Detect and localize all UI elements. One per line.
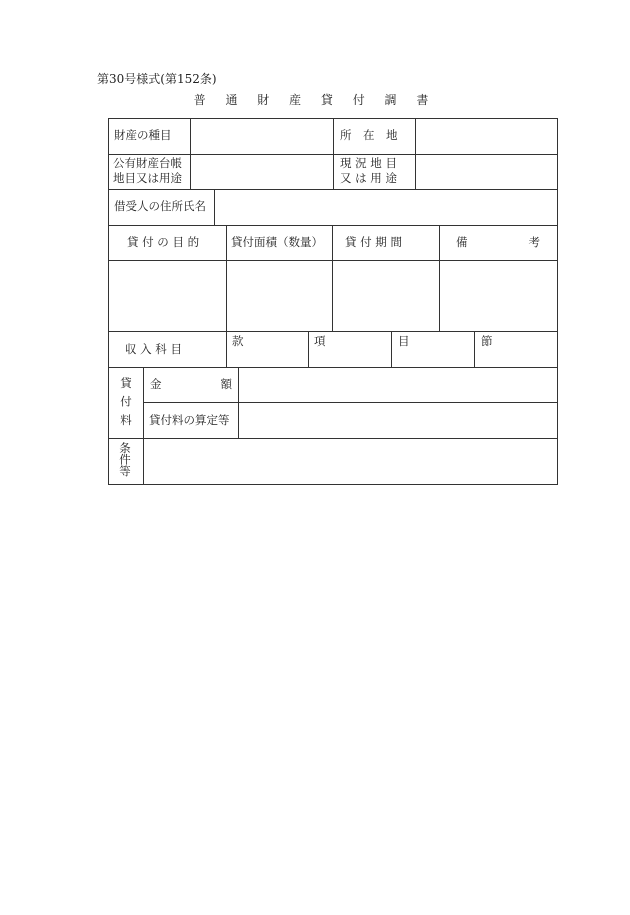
borrower-label: 借受人の住所氏名 (114, 199, 206, 213)
current-status-label-line1: 現 況 地 目 (340, 156, 397, 170)
fee-calc-field[interactable] (239, 403, 557, 437)
remarks-left: 備 (456, 235, 468, 249)
public-register-label-line2: 地目又は用途 (113, 171, 182, 185)
amount-label (150, 377, 232, 392)
borrower-field[interactable] (215, 190, 557, 224)
conditions-label: 条件等 (118, 442, 132, 477)
rule (308, 331, 309, 367)
property-type-field[interactable] (191, 119, 332, 153)
rule (474, 331, 475, 367)
period-label: 貸 付 期 間 (345, 235, 402, 249)
revenue-item-label: 収 入 科 目 (125, 342, 182, 356)
form-number: 第30号様式(第152条) (97, 72, 217, 86)
rule (108, 225, 558, 226)
kan-label: 款 (232, 334, 244, 348)
moku-label: 目 (398, 334, 410, 348)
rule (391, 331, 392, 367)
public-register-label-line1: 公有財産台帳 (113, 156, 182, 170)
area-label: 貸付面積（数量） (231, 235, 323, 249)
purpose-label: 貸 付 の 目 的 (127, 235, 200, 249)
remarks-field[interactable] (440, 261, 557, 330)
rule (108, 331, 558, 332)
area-field[interactable] (227, 261, 331, 330)
property-type-label: 財産の種目 (114, 128, 172, 142)
current-status-label-line2: 又 は 用 途 (340, 171, 397, 185)
public-register-field[interactable] (191, 155, 332, 188)
form-title: 普 通 財 産 貸 付 調 書 (193, 93, 437, 107)
amount-field[interactable] (239, 368, 557, 401)
rule (333, 118, 334, 189)
amount-left: 金 (150, 377, 162, 391)
location-label: 所 在 地 (340, 128, 398, 142)
purpose-field[interactable] (109, 261, 225, 330)
fee-label: 貸付料 (119, 377, 133, 433)
kou-label: 項 (314, 334, 326, 348)
remarks-header (456, 235, 540, 250)
fee-calc-label: 貸付料の算定等 (149, 413, 230, 427)
amount-right: 額 (220, 377, 232, 391)
setsu-label: 節 (481, 334, 493, 348)
remarks-right: 考 (528, 235, 540, 249)
conditions-field[interactable] (144, 439, 557, 484)
period-field[interactable] (333, 261, 438, 330)
current-status-field[interactable] (416, 155, 557, 188)
location-field[interactable] (416, 119, 557, 153)
